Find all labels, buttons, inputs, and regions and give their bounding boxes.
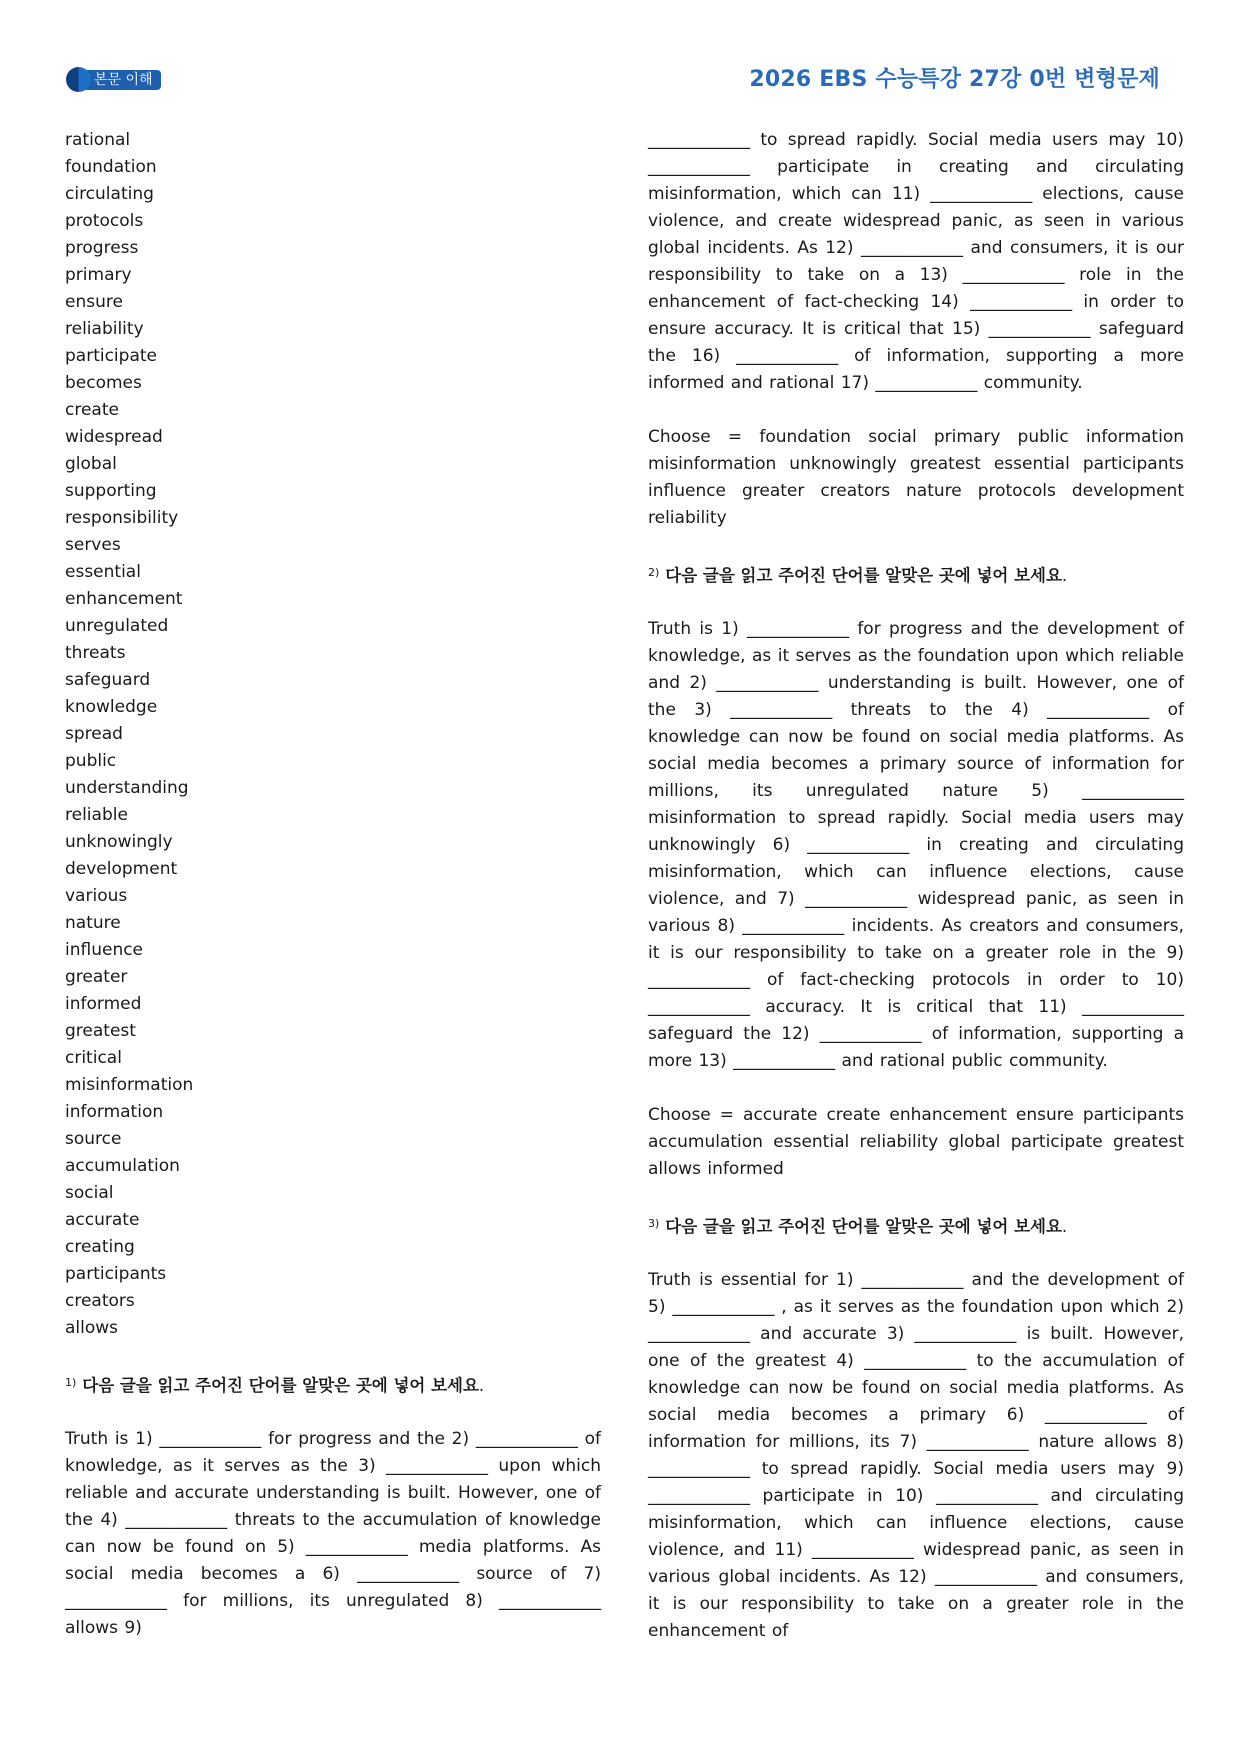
- vocabulary-word: primary: [65, 265, 132, 285]
- vocabulary-word: participants: [65, 1264, 167, 1284]
- vocabulary-word: foundation: [65, 157, 157, 177]
- vocabulary-word: widespread: [65, 427, 163, 447]
- vocabulary-word: public: [65, 751, 117, 771]
- section-badge: [66, 67, 174, 92]
- vocabulary-word: serves: [65, 535, 121, 555]
- vocabulary-word: ensure: [65, 292, 123, 312]
- vocabulary-word: global: [65, 454, 117, 474]
- vocabulary-word: supporting: [65, 481, 157, 501]
- vocabulary-word: informed: [65, 994, 142, 1014]
- vocabulary-word: accurate: [65, 1210, 140, 1230]
- page-title: 2026 EBS 수능특강 27강 0번 변형문제: [749, 67, 1160, 92]
- vocabulary-word: progress: [65, 238, 139, 258]
- vocabulary-word: create: [65, 400, 119, 420]
- exercise-1-passage-part2: ____________ to spread rapidly. Social media users may 10) ____________ participate in creating and circulating misinformation, which can 11) ____________ elections, cause violence, and create widespread panic, as seen in various global incidents. As 12) ____________ and consumers, it is our responsibility to take on a 13) ____________ role in the enhancement of fact-checking 14) ____________ in order to ensure accuracy. It is critical that 15) ____________ safeguard the 16) ____________ of information, supporting a more informed and rational 17) ____________ community.: [648, 130, 1184, 393]
- vocabulary-word: development: [65, 859, 178, 879]
- exercise-3-passage: Truth is essential for 1) ____________ and the development of 5) ____________ , as it serves as the foundation upon which 2) ____________ and accurate 3) ____________ is built. However, one of the greatest 4) ____________ to the accumulation of knowledge can now be found on social media platforms. As social media becomes a primary 6) ____________ of information for millions, its 7) ____________ nature allows 8) ____________ to spread rapidly. Social media users may 9) ____________ participate in 10) ____________ and circulating misinformation, which can influence elections, cause violence, and 11) ____________ widespread panic, as seen in various global incidents. As 12) ____________ and consumers, it is our responsibility to take on a greater role in the enhancement of: [648, 1270, 1184, 1641]
- exercise-number: 3): [648, 1217, 660, 1230]
- vocabulary-word: reliability: [65, 319, 144, 339]
- instruction-text: 다음 글을 읽고 주어진 단어를 알맞은 곳에 넣어 보세요: [82, 1376, 479, 1395]
- vocabulary-word: spread: [65, 724, 123, 744]
- instruction-text: 다음 글을 읽고 주어진 단어를 알맞은 곳에 넣어 보세요: [665, 1217, 1062, 1236]
- exercise-2-passage: Truth is 1) ____________ for progress and the development of knowledge, as it serves as the foundation upon which reliable and 2) ____________ understanding is built. However, one of the 3) ____________ threats to the 4) ____________ of knowledge can now be found on social media platforms. As social media becomes a primary source of information for millions, its unregulated nature 5) ____________ misinformation to spread rapidly. Social media users may unknowingly 6) ____________ in creating and circulating misinformation, which can influence elections, cause violence, and 7) ____________ widespread panic, as seen in various 8) ____________ incidents. As creators and consumers, it is our responsibility to take on a greater role in the 9) ____________ of fact-checking protocols in order to 10) ____________ accuracy. It is critical that 11) ____________ safeguard the 12) ____________ of information, supporting a more 13) ____________ and rational public community.: [648, 619, 1184, 1071]
- instruction-period: .: [1061, 1217, 1068, 1236]
- exercise-2-choices: Choose = accurate create enhancement ensure participants accumulation essential reliability global participate greatest allows informed: [648, 1105, 1184, 1179]
- exercise-1-instruction: [65, 1369, 601, 1399]
- vocabulary-word: safeguard: [65, 670, 151, 690]
- right-column: [648, 127, 1184, 1645]
- vocabulary-word: greatest: [65, 1021, 136, 1041]
- vocabulary-word: accumulation: [65, 1156, 180, 1176]
- vocabulary-word: becomes: [65, 373, 142, 393]
- vocabulary-word: essential: [65, 562, 141, 582]
- vocabulary-word: protocols: [65, 211, 144, 231]
- badge-circle-icon: [66, 67, 91, 92]
- vocabulary-word: creators: [65, 1291, 135, 1311]
- instruction-period: .: [1061, 566, 1068, 585]
- badge-label: 본문 이해: [79, 70, 161, 90]
- instruction-text: 다음 글을 읽고 주어진 단어를 알맞은 곳에 넣어 보세요: [665, 566, 1062, 585]
- vocabulary-list: [65, 127, 601, 1342]
- left-column: [65, 127, 601, 1642]
- vocabulary-word: rational: [65, 130, 131, 150]
- exercise-3-instruction: [648, 1210, 1184, 1240]
- vocabulary-word: influence: [65, 940, 144, 960]
- vocabulary-word: source: [65, 1129, 122, 1149]
- vocabulary-word: social: [65, 1183, 114, 1203]
- instruction-period: .: [478, 1376, 485, 1395]
- vocabulary-word: threats: [65, 643, 126, 663]
- exercise-2-instruction: [648, 559, 1184, 589]
- vocabulary-word: unregulated: [65, 616, 169, 636]
- vocabulary-word: information: [65, 1102, 164, 1122]
- vocabulary-word: responsibility: [65, 508, 179, 528]
- vocabulary-word: understanding: [65, 778, 189, 798]
- vocabulary-word: misinformation: [65, 1075, 194, 1095]
- exercise-1-choices: Choose = foundation social primary public information misinformation unknowingly greatest essential participants influence greater creators nature protocols development reliability: [648, 427, 1184, 528]
- vocabulary-word: creating: [65, 1237, 135, 1257]
- vocabulary-word: unknowingly: [65, 832, 173, 852]
- vocabulary-word: reliable: [65, 805, 128, 825]
- vocabulary-word: circulating: [65, 184, 154, 204]
- exercise-number: 2): [648, 566, 660, 579]
- vocabulary-word: critical: [65, 1048, 122, 1068]
- vocabulary-word: allows: [65, 1318, 119, 1338]
- vocabulary-word: nature: [65, 913, 121, 933]
- vocabulary-word: various: [65, 886, 128, 906]
- exercise-1-passage-part1: Truth is 1) ____________ for progress and the 2) ____________ of knowledge, as it serves as the 3) ____________ upon which reliable and accurate understanding is built. However, one of the 4) ____________ threats to the accumulation of knowledge can now be found on 5) ____________ media platforms. As social media becomes a 6) ____________ source of 7) ____________ for millions, its unregulated 8) ____________ allows 9): [65, 1429, 601, 1638]
- exercise-number: 1): [65, 1376, 77, 1389]
- vocabulary-word: greater: [65, 967, 128, 987]
- vocabulary-word: enhancement: [65, 589, 183, 609]
- vocabulary-word: knowledge: [65, 697, 158, 717]
- vocabulary-word: participate: [65, 346, 157, 366]
